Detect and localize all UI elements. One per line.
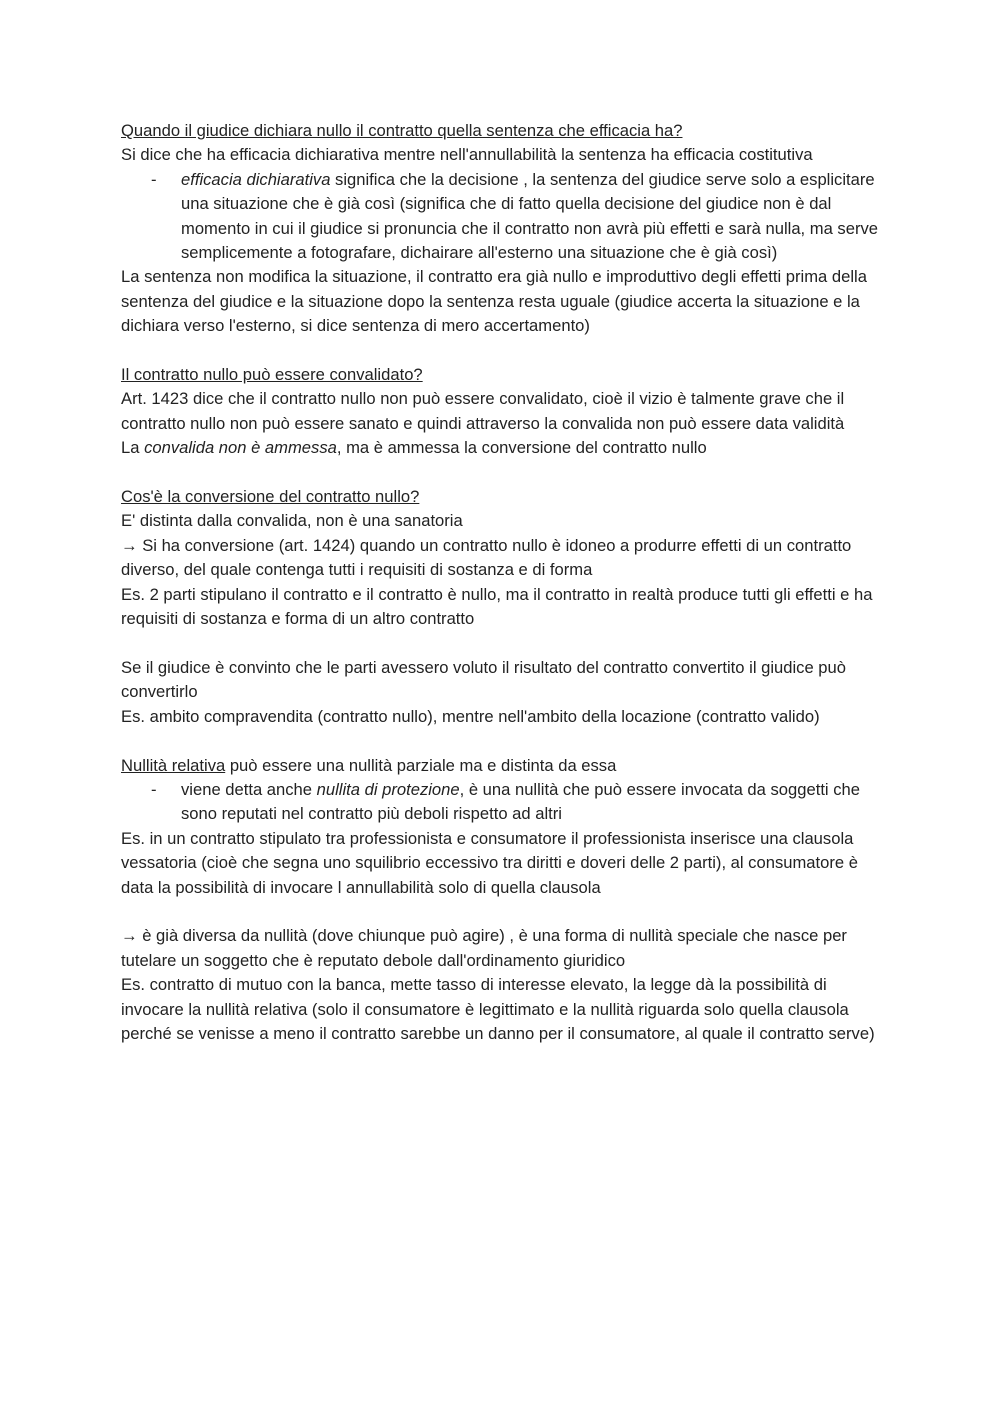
bullet-marker: - (151, 779, 157, 799)
paragraph-gap (121, 729, 891, 753)
paragraph-conversione-line2: → Si ha conversione (art. 1424) quando un contratto nullo è idoneo a produrre effetti di un contratto diverso, del quale contenga tutti i requisiti di sostanza e di forma (121, 535, 852, 580)
text-fragment: viene detta anche (181, 779, 317, 799)
paragraph-efficacia-intro: Si dice che ha efficacia dichiarativa mentre nell'annullabilità la sentenza ha efficacia costitutiva (121, 145, 813, 165)
text-fragment: può essere una nullità parziale ma e distinta da essa (225, 755, 617, 775)
document-body (121, 119, 891, 1046)
text-fragment: , è una nullità che può essere invocata da soggetti che sono reputati nel contratto più deboli rispetto ad altri (181, 779, 860, 824)
paragraph-convalida-body: Art. 1423 dice che il contratto nullo non può essere convalidato, cioè il vizio è talmente grave che il contratto nullo non può essere sanato e quindi attraverso la convalida non può essere data validità (121, 389, 845, 433)
term-nullita-protezione: nullita di protezione (316, 779, 460, 799)
bullet-efficacia-dichiarativa (121, 168, 891, 266)
paragraph-conversione-giudice: Se il giudice è convinto che le parti avessero voluto il risultato del contratto convertito il giudice può convertirlo (121, 657, 846, 702)
paragraph-gap (121, 900, 891, 924)
section-heading-nullita-relativa (121, 754, 891, 778)
term-efficacia-dichiarativa: efficacia dichiarativa (181, 169, 331, 189)
section-heading-conversione: Cos'è la conversione del contratto nullo? (121, 487, 420, 507)
paragraph-gap (121, 461, 891, 485)
text-fragment: La (121, 438, 145, 458)
term-convalida-non-ammessa: convalida non è ammessa (144, 438, 337, 458)
paragraph-conversione-example: Es. 2 parti stipulano il contratto e il contratto è nullo, ma il contratto in realtà produce tutti gli effetti e ha requisiti di sostanza e forma di un altro contratto (121, 584, 873, 629)
text-fragment: , ma è ammessa la conversione del contratto nullo (336, 438, 707, 458)
paragraph-nullita-example2: Es. contratto di mutuo con la banca, mette tasso di interesse elevato, la legge dà la possibilità di invocare la nullità relativa (solo il consumatore è legittimato e la nullità riguarda solo quella clausola perché se venisse a meno il contratto sarebbe un danno per il consumatore, al quale il contratto serve) (121, 975, 875, 1043)
paragraph-conversione-line1: E' distinta dalla convalida, non è una sanatoria (121, 511, 463, 531)
paragraph-gap (121, 339, 891, 363)
paragraph-nullita-example1: Es. in un contratto stipulato tra professionista e consumatore il professionista inserisce una clausola vessatoria (cioè che segna uno squilibrio eccessivo tra diritti e doveri delle 2 parti), al consumatore è data la possibilità di invocare l annullabilità solo di quella clausola (121, 828, 858, 897)
paragraph-convalida-last (121, 436, 891, 460)
term-nullita-relativa: Nullità relativa (121, 755, 226, 775)
paragraph-efficacia-conclusion: La sentenza non modifica la situazione, il contratto era già nullo e improduttivo degli effetti prima della sentenza del giudice e la situazione dopo la sentenza resta uguale (giudice accerta la situazione e la dichiara verso l'esterno, si dice sentenza di mero accertamento) (121, 267, 867, 336)
bullet-text: significa che la decisione , la sentenza del giudice serve solo a esplicitare una situazione che è già così (significa che di fatto quella decisione del giudice non è dal momento in cui il giudice si pronuncia che il contratto non avrà più effetti e sarà nulla, ma serve semplicemente a fotografare, dichairare all'esterno una situazione che è già così) (181, 169, 879, 263)
paragraph-gap (121, 632, 891, 656)
section-heading-efficacia: Quando il giudice dichiara nullo il contratto quella sentenza che efficacia ha? (121, 121, 683, 140)
bullet-nullita-protezione (121, 778, 891, 827)
section-heading-convalida: Il contratto nullo può essere convalidato? (121, 365, 423, 385)
paragraph-nullita-speciale: → è già diversa da nullità (dove chiunque può agire) , è una forma di nullità speciale che nasce per tutelare un soggetto che è reputato debole dall'ordinamento giuridico (121, 926, 847, 970)
paragraph-conversione-example2: Es. ambito compravendita (contratto nullo), mentre nell'ambito della locazione (contratto valido) (121, 706, 820, 726)
bullet-marker: - (151, 169, 157, 189)
